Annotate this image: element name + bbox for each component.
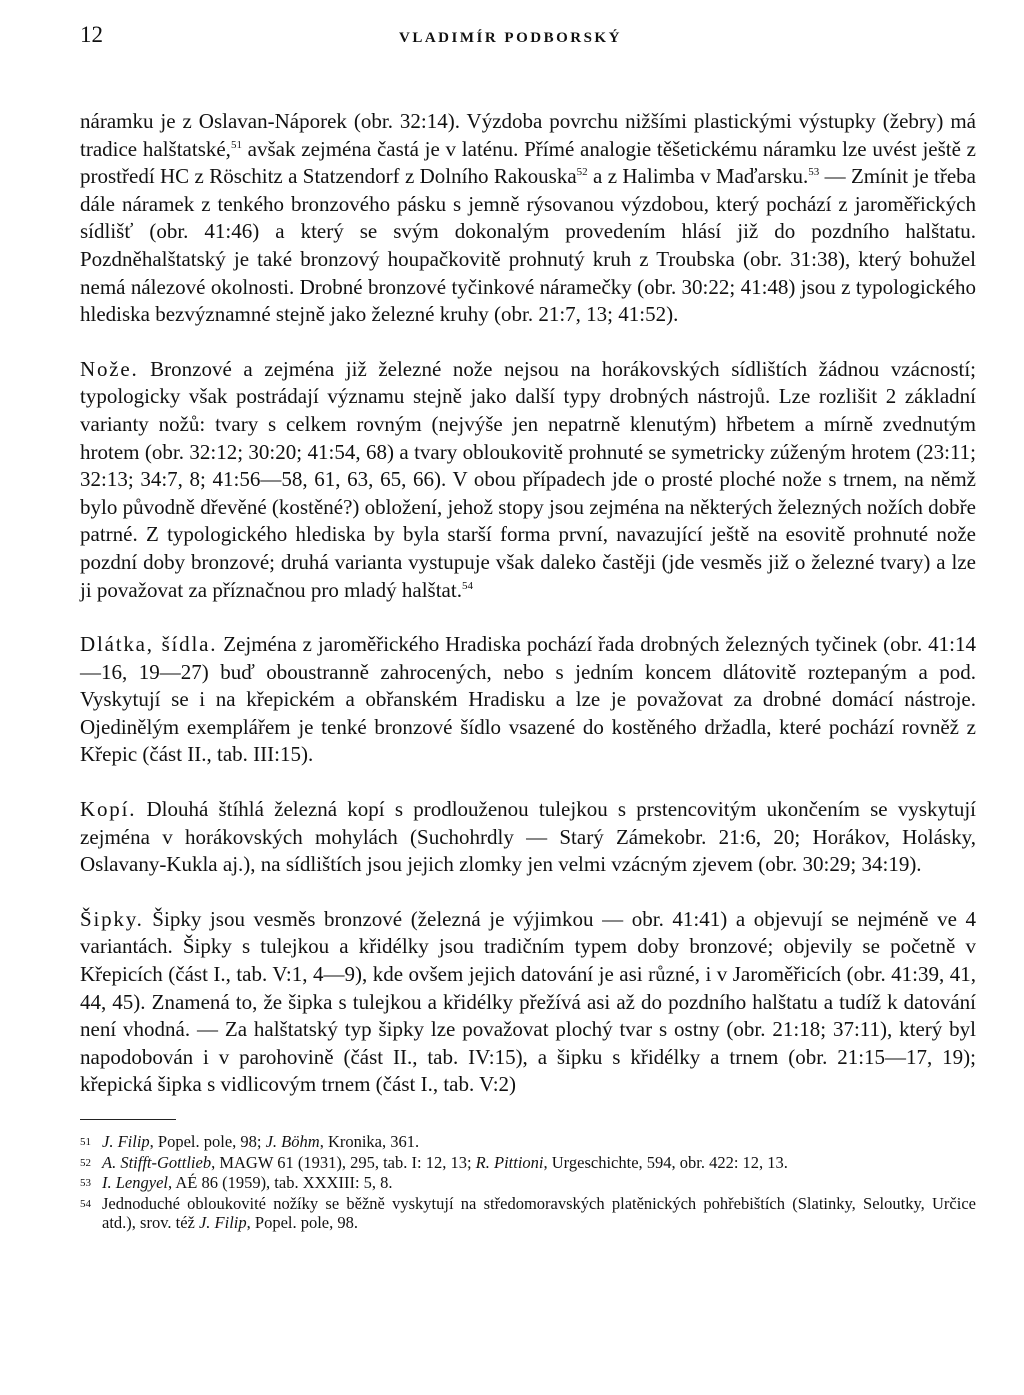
footnote bbox=[80, 1153, 976, 1174]
paragraph-dlatka: Dlátka, šídla. Zejména z jaroměřického Hradiska pochází řada drobných železných tyčinek (obr. 41:14—16, 19—27) buď oboustranně zahrocených, nebo s jedním koncem dlátovitě roztepaným a pod. Vyskytují se i na křepickém a obřanském Hradisku a lze je považovat za drobné domácí nástroje. Ojedinělým exemplářem je tenké bronzové šídlo vsazené do kostěného držadla, které pochází rovněž z Křepic (část II., tab. III:15). bbox=[80, 632, 976, 767]
footnote-text: I. Lengyel, AÉ 86 (1959), tab. XXXIII: 5, 8. bbox=[102, 1173, 393, 1192]
footnotes bbox=[80, 1132, 976, 1233]
section-lead-sipky: Šipky. bbox=[80, 906, 144, 931]
footnote-text: J. Filip, Popel. pole, 98; J. Böhm, Kronika, 361. bbox=[102, 1132, 420, 1151]
footnote bbox=[80, 1173, 976, 1194]
footnote bbox=[80, 1194, 976, 1233]
footnote-number: 53 bbox=[80, 1177, 91, 1189]
footnote-divider bbox=[80, 1119, 176, 1120]
paragraph-sipky: Šipky. Šipky jsou vesměs bronzové (železná je výjimkou — obr. 41:41) a objevují se nejméně ve 4 variantách. Šipky s tulejkou a křidélky jsou tradičním typem doby bronzové; objevily se početně v Křepicích (část I., tab. V:1, 4—9), kde ovšem jejich datování je asi různé, i v Jaroměřicích (obr. 41:39, 41, 44, 45). Znamená to, že šipka s tulejkou a křidélky přežívá asi až do pozdního halštatu a tudíž k datování není vhodná. — Za halštatský typ šipky lze považovat plochý tvar s ostny (obr. 21:18; 37:11), který byl napodobován i v parohovině (část II., tab. IV:15), a šipku s křidélky a trnem (obr. 21:15—17, 19); křepická šipka s vidlicovým trnem (část I., tab. V:2) bbox=[80, 906, 976, 1097]
page-number: 12 bbox=[80, 22, 103, 47]
footnote-text: A. Stifft-Gottlieb, MAGW 61 (1931), 295, tab. I: 12, 13; R. Pittioni, Urgeschichte, 594, obr. 422: 12, 13. bbox=[102, 1152, 788, 1172]
footnote-number: 52 bbox=[80, 1156, 91, 1169]
section-lead-noze: Nože. bbox=[80, 356, 139, 381]
paragraph-kopi: Kopí. Dlouhá štíhlá železná kopí s prodlouženou tulejkou s prstencovitým ukončením se vyskytují zejména v horákovských mohylách (Suchohrdly — Starý Zámekobr. 21:6, 20; Horákov, Holásky, Oslavany-Kukla aj.), na sídlištích jsou jejich zlomky jen velmi vzácným zjevem (obr. 30:29; 34:19). bbox=[80, 797, 976, 877]
footnote-ref-54: 54 bbox=[461, 579, 473, 592]
footnote-ref-51: 51 bbox=[230, 138, 242, 151]
section-lead-dlatka: Dlátka, šídla. bbox=[80, 632, 218, 657]
page-header bbox=[80, 22, 976, 68]
footnote-number: 54 bbox=[80, 1197, 91, 1210]
paragraph-noze: Nože. Bronzové a zejména již železné nože nejsou na horákovských sídlištích žádnou vzácností; typologicky však postrádají významu stejně jako další typy drobných nástrojů. Lze rozlišit 2 základní varianty nožů: tvary s celkem rovným (nejvýše jen nepatrně klenutým) hřbetem a mírně zvednutým hrotem (obr. 32:12; 30:20; 41:54, 68) a tvary obloukovitě prohnuté se symetricky zúženým hrotem (23:11; 32:13; 34:7, 8; 41:56—58, 61, 63, 65, 66). V obou případech jde o prosté ploché nože s trnem, na němž bylo původně dřevěné (kostěné?) obložení, jehož stopy jsou zejména na některých železných nožích dobře patrné. Z typologického hlediska by byla starší forma první, navazující ještě na esovitě prohnuté nože pozdní doby bronzové; druhá varianta vystupuje však daleko častěji (jde vesměs již o železné tvary) a lze ji považovat za příznačnou pro mladý halštat.$^{54}$ bbox=[80, 356, 976, 602]
body-text bbox=[80, 108, 976, 1099]
footnote bbox=[80, 1132, 976, 1153]
paragraph-naramky: náramku je z Oslavan-Náporek (obr. 32:14). Výzdoba povrchu nižšími plastickými výstupky (žebry) má tradice halštatské,$^{51}$ avšak zejména častá je v laténu. Přímé analogie těšetickému náramku lze uvést ještě z prostředí HC z Röschitz a Statzendorf z Dolního Rakouska$^{52}$ a z Halimba v Maďarsku.$^{53}$ — Zmínit je třeba dále náramek z tenkého bronzového pásku s jemně rýsovanou výzdobou, který pochází z jaroměřických sídlišť (obr. 41:46) a který se svým dokonalým provedením hlásí již do pozdního halštatu. Pozdněhalštatský je také bronzový houpačkovitě prohnutý kruh z Troubska (obr. 31:38), který bohužel nemá nálezové okolnosti. Drobné bronzové tyčinkové náramečky (obr. 30:22; 41:48) jsou z typologického hlediska bezvýznamné stejně jako železné kruhy (obr. 21:7, 13; 41:52). bbox=[80, 109, 976, 327]
footnote-ref-52: 52 bbox=[576, 166, 588, 179]
running-head: VLADIMÍR PODBORSKÝ bbox=[399, 30, 622, 46]
footnote-ref-53: 53 bbox=[808, 166, 820, 179]
footnote-text: Jednoduché obloukovité nožíky se běžně vyskytují na středomoravských platěnických pohřebištích (Slatinky, Seloutky, Určice atd.), srov. též J. Filip, Popel. pole, 98. bbox=[102, 1193, 976, 1232]
footnote-number: 51 bbox=[80, 1136, 91, 1148]
section-lead-kopi: Kopí. bbox=[80, 797, 137, 822]
